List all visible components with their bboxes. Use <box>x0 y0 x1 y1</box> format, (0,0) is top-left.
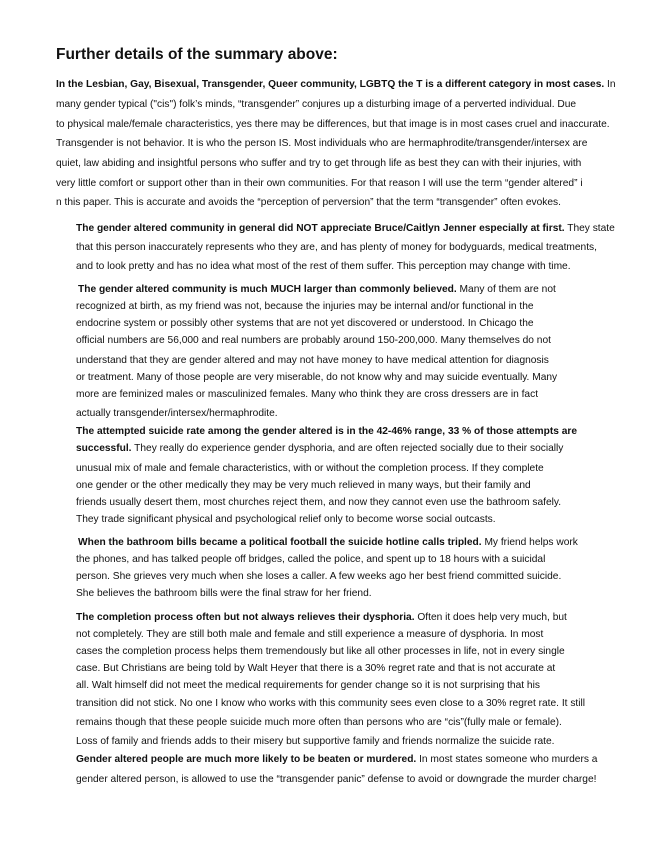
text-line <box>76 679 540 692</box>
body-text-run: They really do experience gender dysphoria, and are often rejected socially due to their socially <box>131 443 564 454</box>
body-text-run: In <box>604 79 616 90</box>
body-text-run: the phones, and has talked people off bridges, called the police, and spent up to 18 hours with a suicidal <box>76 554 546 565</box>
body-text-run: My friend helps work <box>481 537 578 548</box>
text-line <box>76 496 561 509</box>
body-text-run: understand that they are gender altered and may not have money to have medical attention for diagnosis <box>76 355 549 366</box>
body-text-run: cases the completion process helps them tremendously but like all other processes in life, not in every single <box>76 646 565 657</box>
bold-lead-text: The gender altered community is much MUCH larger than commonly believed. <box>78 284 457 295</box>
body-text-run: actually transgender/intersex/hermaphrodite. <box>76 408 278 419</box>
text-line <box>76 735 554 748</box>
body-text-run: very little comfort or support other than in their own communities. For that reason I will use the term “gender altered” i <box>56 178 583 189</box>
body-text-run: gender altered person, is allowed to use the “transgender panic” defense to avoid or downgrade the murder charge! <box>76 774 597 785</box>
text-line <box>76 388 538 401</box>
text-line <box>76 442 563 455</box>
bold-lead-text: In the Lesbian, Gay, Bisexual, Transgender, Queer community, LGBTQ the T is a different category in most cases. <box>56 79 605 90</box>
text-line <box>78 536 578 549</box>
text-line <box>78 283 556 296</box>
body-text-run: They trade significant physical and psychological relief only to become worse social outcasts. <box>76 514 496 525</box>
text-line <box>76 662 555 675</box>
text-line <box>56 157 581 170</box>
body-text-run: to physical male/female characteristics, yes there may be differences, but that image is in most cases cruel and inaccurate. <box>56 119 610 130</box>
text-line <box>56 78 616 91</box>
text-line <box>76 354 549 367</box>
text-line <box>76 317 534 330</box>
body-text-run: recognized at birth, as my friend was not, because the injuries may be internal and/or functional in the <box>76 301 534 312</box>
body-text-run: Transgender is not behavior. It is who the person IS. Most individuals who are hermaphrodite/transgender/intersex are <box>56 138 588 149</box>
text-line <box>76 479 531 492</box>
text-line <box>56 196 561 209</box>
text-line <box>76 334 551 347</box>
text-line <box>76 222 615 235</box>
body-text-run: case. But Christians are being told by Walt Heyer that there is a 30% regret rate and that is not accurate at <box>76 663 556 674</box>
bold-lead-text: The attempted suicide rate among the gender altered is in the 42-46% range, 33 % of those attempts are <box>76 426 578 437</box>
body-text-run: remains though that these people suicide much more often than persons who are “cis”(fully male or female). <box>76 717 562 728</box>
body-text-run: Many of them are not <box>456 284 556 295</box>
body-text-run: In most states someone who murders a <box>416 754 598 765</box>
text-line <box>56 118 610 131</box>
body-text-run: They state <box>564 223 615 234</box>
page-heading: Further details of the summary above: <box>56 46 338 63</box>
body-text-run: official numbers are 56,000 and real numbers are probably around 150-200,000. Many themselves do not <box>76 335 551 346</box>
body-text-run: friends usually desert them, most churches reject them, and now they cannot even use the bathroom safely. <box>76 497 562 508</box>
body-text-run: quiet, law abiding and insightful persons who suffer and try to get through life as best they can with their injuries, with <box>56 158 582 169</box>
body-text-run: unusual mix of male and female characteristics, with or without the completion process. If they complete <box>76 463 544 474</box>
body-text-run: She believes the bathroom bills were the final straw for her friend. <box>76 588 372 599</box>
bold-lead-text: The gender altered community in general did NOT appreciate Bruce/Caitlyn Jenner especially at first. <box>76 223 565 234</box>
text-line <box>76 753 597 766</box>
body-text-run: endocrine system or possibly other systems that are not yet discovered or understood. In Chicago the <box>76 318 534 329</box>
text-line <box>76 407 278 420</box>
text-line <box>76 513 496 526</box>
body-text-run: more are feminized males or masculinized females. Many who think they are cross dressers are in fact <box>76 389 539 400</box>
text-line <box>76 425 577 438</box>
text-line <box>76 628 543 641</box>
text-line <box>76 645 565 658</box>
bold-lead-text: successful. <box>76 443 132 454</box>
text-line <box>76 587 372 600</box>
body-text-run: Loss of family and friends adds to their misery but supportive family and friends normalize the suicide rate. <box>76 736 555 747</box>
text-line <box>76 716 562 729</box>
text-line <box>76 300 534 313</box>
body-text-run: not completely. They are still both male and female and still experience a measure of dysphoria. In most <box>76 629 544 640</box>
text-line <box>76 462 544 475</box>
body-text-run: that this person inaccurately represents who they are, and has plenty of money for bodyguards, medical treatments, <box>76 242 597 253</box>
text-line <box>56 98 576 111</box>
text-line <box>76 241 597 254</box>
text-line <box>76 697 585 710</box>
body-text-run: or treatment. Many of those people are very miserable, do not know why and may suicide eventually. Many <box>76 372 558 383</box>
body-text-run: transition did not stick. No one I know who works with this community sees even close to a 30% regret rate. It still <box>76 698 586 709</box>
body-text-run: person. She grieves very much when she loses a caller. A few weeks ago her best friend committed suicide. <box>76 571 562 582</box>
bold-lead-text: When the bathroom bills became a political football the suicide hotline calls tripled. <box>78 537 482 548</box>
body-text-run: all. Walt himself did not meet the medical requirements for gender change so it is not surprising that his <box>76 680 540 691</box>
body-text-run: one gender or the other medically they may be very much relieved in many ways, but their family and <box>76 480 531 491</box>
body-text-run: many gender typical ("cis") folk’s minds, “transgender” conjures up a disturbing image of a perverted individual. Due <box>56 99 577 110</box>
body-text-run: and to look pretty and has no idea what most of the rest of them suffer. This perception may change with time. <box>76 261 571 272</box>
body-text-run: n this paper. This is accurate and avoids the “perception of perversion” that the term “transgender” often evokes. <box>56 197 561 208</box>
text-line <box>76 260 571 273</box>
text-line <box>76 553 545 566</box>
text-line <box>76 773 596 786</box>
bold-lead-text: Gender altered people are much more likely to be beaten or murdered. <box>76 754 417 765</box>
text-line <box>76 371 557 384</box>
text-line <box>76 570 561 583</box>
text-line <box>56 177 583 190</box>
text-line <box>56 137 587 150</box>
bold-lead-text: The completion process often but not always relieves their dysphoria. <box>76 612 415 623</box>
body-text-run: Often it does help very much, but <box>414 612 567 623</box>
text-line <box>76 611 567 624</box>
